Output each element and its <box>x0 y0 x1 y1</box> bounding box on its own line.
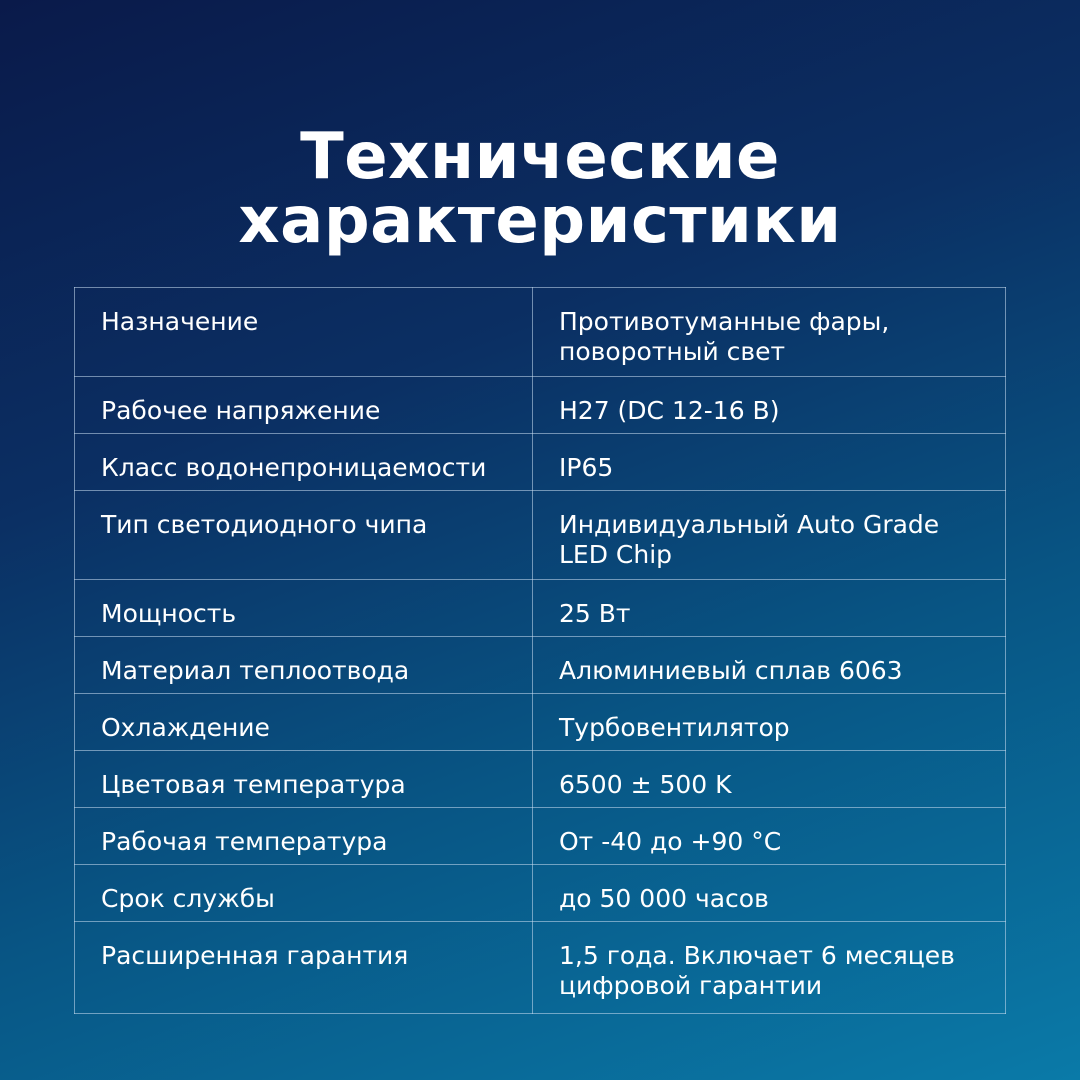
table-row <box>75 580 1006 637</box>
spec-name: Класс водонепроницаемости <box>75 434 533 491</box>
spec-value: 6500 ± 500 K <box>533 751 1006 808</box>
title-line-2: характеристики <box>238 183 842 258</box>
spec-name: Мощность <box>75 580 533 637</box>
table-row <box>75 491 1006 580</box>
table-row <box>75 751 1006 808</box>
spec-name: Расширенная гарантия <box>75 922 533 1014</box>
spec-name: Цветовая температура <box>75 751 533 808</box>
spec-value: Противотуманные фары, поворотный свет <box>533 288 1006 377</box>
spec-value: до 50 000 часов <box>533 865 1006 922</box>
table-row <box>75 434 1006 491</box>
table-row <box>75 922 1006 1014</box>
spec-name: Рабочее напряжение <box>75 377 533 434</box>
table-row <box>75 808 1006 865</box>
specs-table <box>74 287 1006 1014</box>
table-row <box>75 637 1006 694</box>
table-row <box>75 377 1006 434</box>
spec-name: Назначение <box>75 288 533 377</box>
spec-name: Охлаждение <box>75 694 533 751</box>
page-title <box>0 119 1080 258</box>
title-line-1: Технические <box>300 119 780 194</box>
spec-value: От -40 до +90 °C <box>533 808 1006 865</box>
spec-value: IP65 <box>533 434 1006 491</box>
spec-name: Материал теплоотвода <box>75 637 533 694</box>
spec-value: 25 Вт <box>533 580 1006 637</box>
spec-value: Турбовентилятор <box>533 694 1006 751</box>
spec-value: 1,5 года. Включает 6 месяцев цифровой гарантии <box>533 922 1006 1014</box>
spec-value: H27 (DC 12-16 В) <box>533 377 1006 434</box>
spec-value: Индивидуальный Auto Grade LED Chip <box>533 491 1006 580</box>
table-row <box>75 288 1006 377</box>
spec-value: Алюминиевый сплав 6063 <box>533 637 1006 694</box>
table-row <box>75 865 1006 922</box>
spec-name: Срок службы <box>75 865 533 922</box>
table-row <box>75 694 1006 751</box>
spec-name: Тип светодиодного чипа <box>75 491 533 580</box>
spec-name: Рабочая температура <box>75 808 533 865</box>
